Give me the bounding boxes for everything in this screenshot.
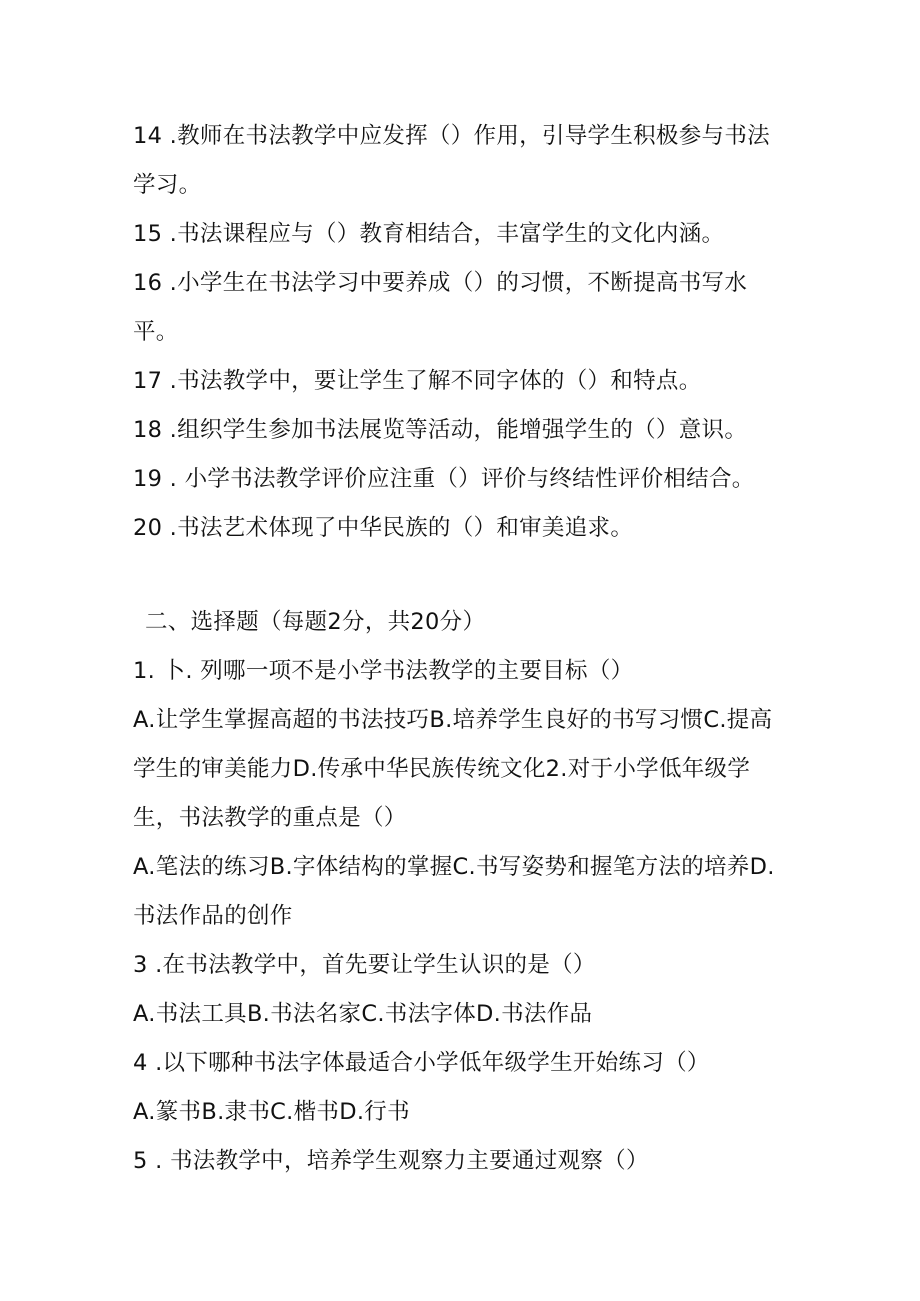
- mc-options-2-line-2: 书法作品的创作: [133, 903, 293, 929]
- question-16-line-2: 平。: [133, 319, 179, 345]
- question-14-line-1: 14 .教师在书法教学中应发挥（）作用，引导学生积极参与书法: [133, 123, 770, 149]
- question-14-line-2: 学习。: [133, 172, 202, 198]
- mc-question-3: 3 .在书法教学中，首先要让学生认识的是（）: [133, 952, 596, 978]
- fill-in-blank-questions: [133, 112, 793, 553]
- mc-question-1: 1. 卜. 列哪一项不是小学书法教学的主要目标（）: [133, 658, 634, 684]
- mc-question-4: 4 .以下哪种书法字体最适合小学低年级学生开始练习（）: [133, 1050, 710, 1076]
- mc-options-1-line-1: A.让学生掌握高超的书法技巧B.培养学生良好的书写习惯C.提高: [133, 707, 773, 733]
- mc-options-2-line-1: A.笔法的练习B.字体结构的掌握C.书写姿势和握笔方法的培养D.: [133, 854, 775, 880]
- mc-options-3: A.书法工具B.书法名家C.书法字体D.书法作品: [133, 1001, 593, 1027]
- mc-question-2: 生，书法教学的重点是（）: [133, 805, 407, 831]
- mc-options-1-line-2: 学生的审美能力D.传承中华民族传统文化2.对于小学低年级学: [133, 756, 751, 782]
- section-heading-multiple-choice: 二、选择题（每题2分，共20分）: [145, 609, 486, 635]
- question-18: 18 .组织学生参加书法展览等活动，能增强学生的（）意识。: [133, 417, 748, 443]
- multiple-choice-questions: [133, 647, 793, 1186]
- mc-options-4: A.篆书B.隶书C.楷书D.行书: [133, 1099, 410, 1125]
- mc-question-5: 5 . 书法教学中，培养学生观察力主要通过观察（）: [133, 1148, 649, 1174]
- question-17: 17 .书法教学中，要让学生了解不同字体的（）和特点。: [133, 368, 702, 394]
- question-15: 15 .书法课程应与（）教育相结合，丰富学生的文化内涵。: [133, 221, 725, 247]
- question-20: 20 .书法艺术体现了中华民族的（）和审美追求。: [133, 515, 634, 541]
- question-16-line-1: 16 .小学生在书法学习中要养成（）的习惯，不断提高书写水: [133, 270, 748, 296]
- question-19: 19 . 小学书法教学评价应注重（）评价与终结性评价相结合。: [133, 466, 755, 492]
- document-body: [133, 112, 793, 1186]
